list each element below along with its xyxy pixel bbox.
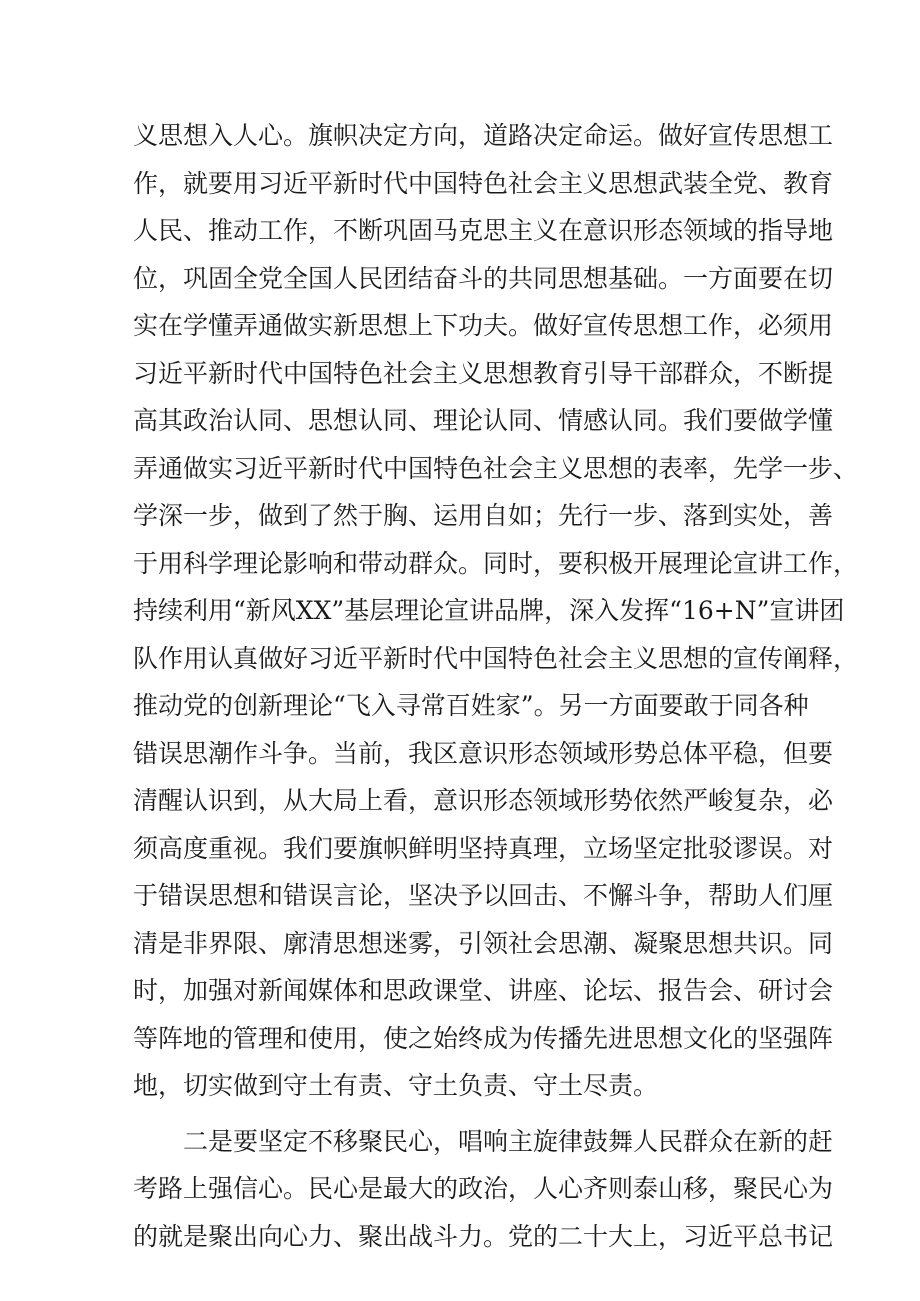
text-line: 的就是聚出向心力、聚出战斗力。党的二十大上，习近平总书记 — [133, 1221, 834, 1251]
text-line: 时，加强对新闻媒体和思政课堂、讲座、论坛、报告会、研讨会 — [133, 976, 834, 1005]
text-line: 持续利用“新风XX”基层理论宣讲品牌，深入发挥“16+N”宣讲团 — [133, 596, 845, 625]
text-line: 位，巩固全党全国人民团结奋斗的共同思想基础。一方面要在切 — [133, 263, 834, 293]
text-line: 地，切实做到守土有责、守土负责、守土尽责。 — [133, 1071, 659, 1100]
text-line: 队作用认真做好习近平新时代中国特色社会主义思想的宣传阐释， — [133, 643, 859, 673]
text-line: 等阵地的管理和使用，使之始终成为传播先进思想文化的坚强阵 — [133, 1023, 834, 1053]
text-line: 清是非界限、廓清思想迷雾，引领社会思潮、凝聚思想共识。同 — [133, 928, 834, 958]
text-line: 清醒认识到，从大局上看，意识形态领域形势依然严峻复杂，必 — [133, 786, 834, 815]
text-line: 习近平新时代中国特色社会主义思想教育引导干部群众，不断提 — [133, 358, 834, 388]
paragraph-1 — [133, 112, 859, 1110]
text-line: 错误思潮作斗争。当前，我区意识形态领域形势总体平稳，但要 — [133, 738, 834, 768]
text-line: 于错误思想和错误言论，坚决予以回击、不懈斗争，帮助人们厘 — [133, 881, 834, 910]
text-line: 高其政治认同、思想认同、理论认同、情感认同。我们要做学懂 — [133, 406, 834, 435]
paragraph-gap — [133, 1110, 793, 1118]
text-line: 弄通做实习近平新时代中国特色社会主义思想的表率，先学一步、 — [133, 453, 859, 483]
text-line: 人民、推动工作，不断巩固马克思主义在意识形态领域的指导地 — [133, 216, 834, 245]
text-line: 实在学懂弄通做实新思想上下功夫。做好宣传思想工作，必须用 — [133, 311, 834, 340]
paragraph-2 — [133, 1118, 834, 1261]
text-line: 学深一步，做到了然于胸、运用自如；先行一步、落到实处，善 — [133, 501, 834, 530]
text-line: 须高度重视。我们要旗帜鲜明坚持真理，立场坚定批驳谬误。对 — [133, 833, 834, 863]
text-line: 义思想入人心。旗帜决定方向，道路决定命运。做好宣传思想工 — [133, 121, 834, 150]
text-line: 于用科学理论影响和带动群众。同时，要积极开展理论宣讲工作， — [133, 548, 859, 578]
document-body — [133, 112, 859, 1260]
text-line: 二是要坚定不移聚民心，唱响主旋律鼓舞人民群众在新的赶 — [183, 1126, 834, 1156]
text-line: 考路上强信心。民心是最大的政治，人心齐则泰山移，聚民心为 — [133, 1174, 834, 1203]
text-line: 推动党的创新理论“飞入寻常百姓家”。另一方面要敢于同各种 — [133, 691, 809, 720]
text-line: 作，就要用习近平新时代中国特色社会主义思想武装全党、教育 — [133, 168, 834, 198]
